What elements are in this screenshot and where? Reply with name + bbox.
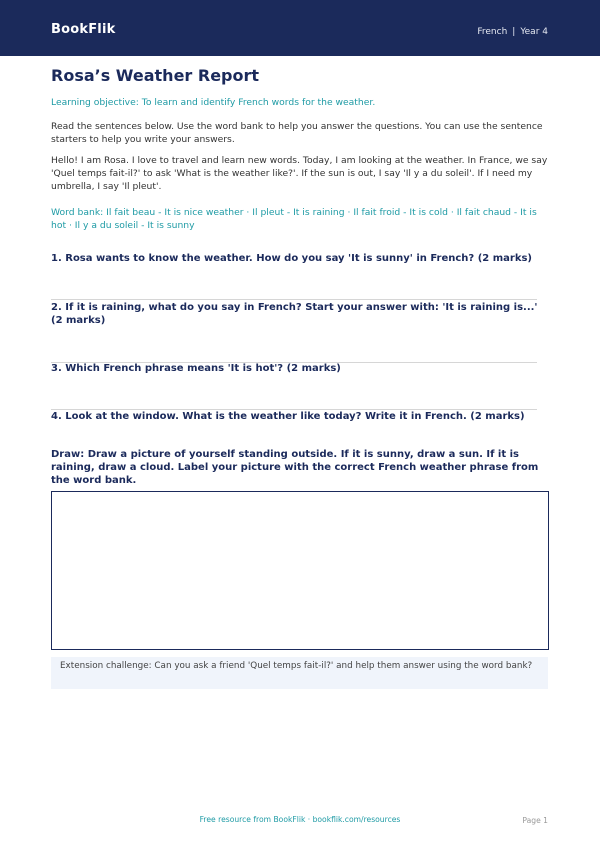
year-label: Year 4 [520, 27, 548, 37]
page-number: Page 1 [522, 816, 548, 825]
word-bank: Word bank: Il fait beau - It is nice weather · Il pleut - It is raining · Il fait froid - It is cold · Il fait chaud - It is hot · Il y a du soleil - It is sunny [51, 207, 537, 231]
instructions-text: Read the sentences below. Use the word bank to help you answer the questions. You can use the sentence starters to help you write your answers. [51, 121, 543, 145]
meta-separator: | [512, 27, 516, 37]
answer-line-1[interactable] [51, 299, 537, 300]
brand-logo[interactable]: BookFlik [51, 22, 116, 37]
draw-task: Draw: Draw a picture of yourself standing outside. If it is sunny, draw a sun. If it is raining, draw a cloud. Label your picture with the correct French weather phrase from the word bank. [51, 449, 539, 486]
footer-credit[interactable]: Free resource from BookFlik · bookflik.com/resources [199, 815, 401, 824]
question-3: 3. Which French phrase means 'It is hot'? (2 marks) [51, 363, 341, 374]
learning-objective: Learning objective: To learn and identify French words for the weather. [51, 97, 376, 108]
page-title: Rosa’s Weather Report [51, 66, 260, 85]
subject-year [477, 27, 548, 37]
question-2: 2. If it is raining, what do you say in French? Start your answer with: 'It is raining is...' (2 marks) [51, 302, 538, 326]
extension-box [51, 657, 548, 689]
subject-label: French [477, 27, 508, 37]
extension-text: Extension challenge: Can you ask a friend 'Quel temps fait-il?' and help them answer using the word bank? [60, 661, 533, 671]
question-4: 4. Look at the window. What is the weather like today? Write it in French. (2 marks) [51, 411, 525, 422]
header-bar [0, 0, 600, 56]
drawing-box[interactable] [51, 491, 549, 650]
reading-passage: Hello! I am Rosa. I love to travel and learn new words. Today, I am looking at the weather. In France, we say 'Quel temps fait-il?' to ask 'What is the weather like?'. If the sun is out, I say 'Il y a du soleil'. If I need my umbrella, I say 'Il pleut'. [51, 155, 548, 192]
question-1: 1. Rosa wants to know the weather. How do you say 'It is sunny' in French? (2 marks) [51, 253, 532, 264]
